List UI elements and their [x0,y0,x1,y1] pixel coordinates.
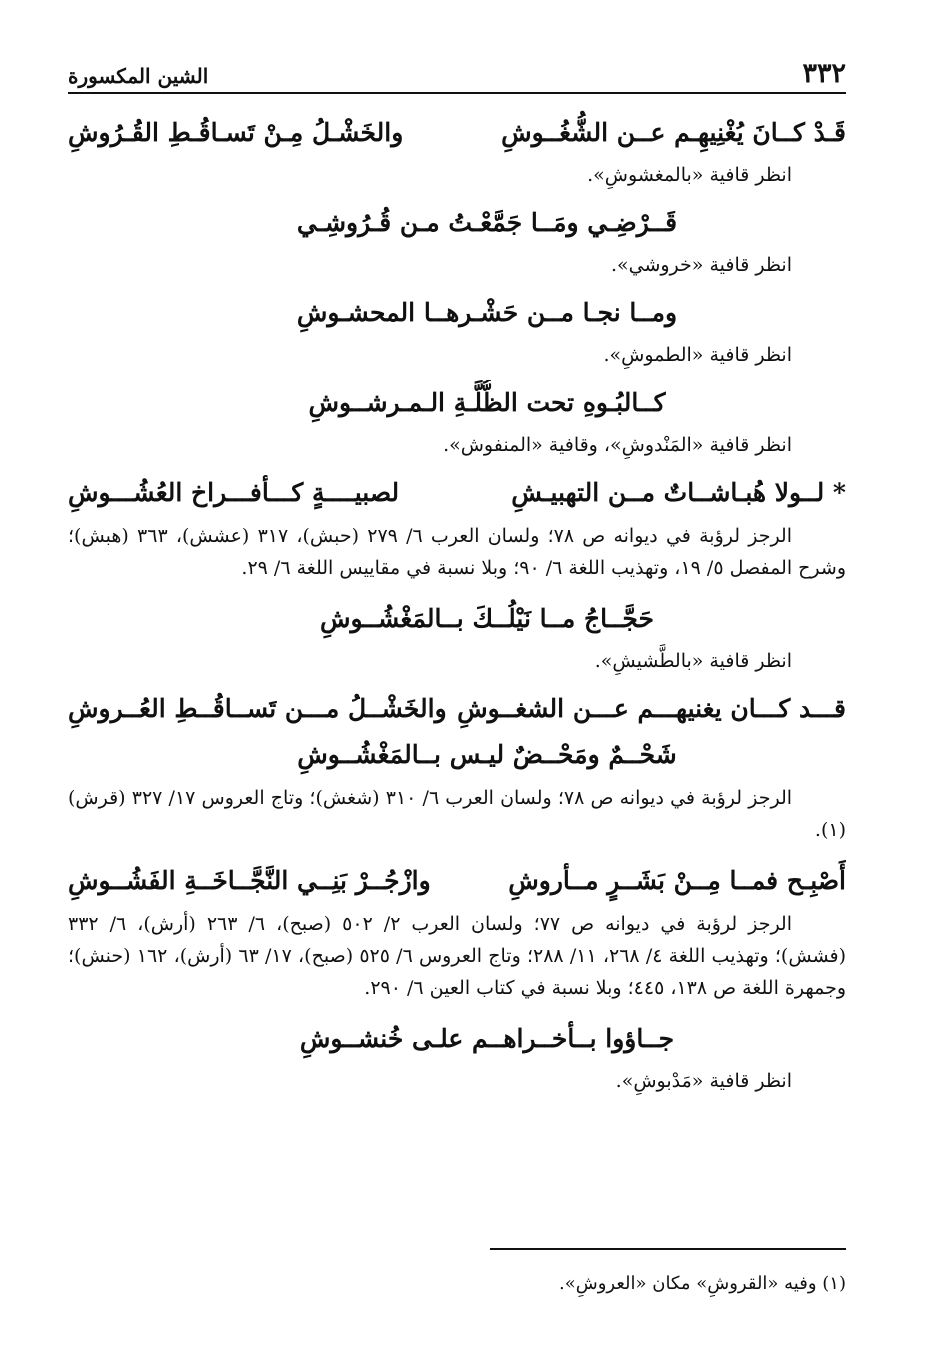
page-number: ٣٣٢ [802,58,846,89]
verse-hemistich: شَحْــمٌ ومَحْــضٌ ليـس بــالمَغْشُــوشِ [297,740,677,769]
verse-line [68,1016,846,1062]
verse-line [68,596,846,642]
verse-first-hemistich: * لــولا هُبـاشــاتٌ مــن التهبيـشِ [511,478,846,507]
verse-first-hemistich: أَصْبِـح فمــا مِــنْ بَشَــرٍ مــأروشِ [508,866,846,895]
footnote: (١) وفيه «القروشِ» مكان «العروشِ». [558,1273,846,1294]
verse-line [68,732,846,778]
cross-reference: انظر قافية «بالطَّشيشِ». [594,650,792,672]
verse-hemistich: جــاؤوا بــأخــراهــم علـى خُنشــوشِ [299,1024,675,1053]
verse-hemistich: كــالبُـوهِ تحت الظُّلَّـةِ الـمـرشــوشِ [308,388,666,417]
verse-line [68,470,846,516]
cross-reference: انظر قافية «خروشي». [610,254,792,276]
page-header [68,58,846,94]
cross-reference: انظر قافية «بالمغشوشِ». [587,164,792,186]
source-note: الرجز لرؤبة في ديوانه ص ٧٨؛ ولسان العرب ٦/ ٢٧٩ (حبش)، ٣١٧ (عشش)، ٣٦٣ (هبش)؛ وشرح المفصل ٥/ ١٩، وتهذيب اللغة ٦/ ٩٠؛ وبلا نسبة في مقاييس اللغة ٦/ ٢٩. [68,525,846,579]
page-content [68,110,846,1106]
verse-line [68,200,846,246]
verse-line [68,290,846,336]
cross-reference: انظر قافية «مَدْبوشِ». [615,1070,792,1092]
verse-hemistich: حَجَّــاجُ مــا نَيْلُــكَ بــالمَغْشُــوشِ [320,604,654,633]
verse-line [68,686,846,732]
verse-first-hemistich: قَـدْ كــانَ يُغْنِيهِـم عــن الشُّغُــوشِ [501,118,846,147]
verse-hemistich: قَــرْضِـي ومَــا جَمَّعْـتُ مـن قُـرُوشِـي [296,208,678,237]
cross-reference: انظر قافية «الطموشِ». [603,344,792,366]
footnote-divider [490,1248,846,1250]
verse-hemistich: ومــا نجـا مــن حَشْـرهــا المحشـوشِ [296,298,678,327]
verse-line [68,380,846,426]
verse-second-hemistich: والخَشْـلُ مِـنْ تَسـاقُـطِ القُـرُوشِ [68,118,404,147]
verse-second-hemistich: لصبيــــةٍ كـــأفـــراخ العُشُـــوشِ [68,478,400,507]
source-note: الرجز لرؤبة في ديوانه ص ٧٨؛ ولسان العرب ٦/ ٣١٠ (شغش)؛ وتاج العروس ١٧/ ٣٢٧ (قرش)(١). [68,787,846,841]
running-head: الشين المكسورة [68,64,209,88]
verse-line [68,110,846,156]
verse-second-hemistich: وازْجُــرْ بَنِــي النَّجَّــاخَــةِ الفَشُــوشِ [68,866,431,895]
verse-line [68,858,846,904]
verse-first-hemistich: قـــد كـــان يغنيهـــم عـــن الشغــوشِ [457,694,846,723]
source-note: الرجز لرؤبة في ديوانه ص ٧٧؛ ولسان العرب ٢/ ٥٠٢ (صبح)، ٦/ ٢٦٣ (أرش)، ٦/ ٣٣٢ (فشش)؛ وتهذيب اللغة ٤/ ٢٦٨، ١١/ ٢٨٨؛ وتاج العروس ٦/ ٥٢٥ (صبح)، ١٧/ ٦٣ (أرش)، ١٦٢ (حنش)؛ وجمهرة اللغة ص ١٣٨، ٤٤٥؛ وبلا نسبة في كتاب العين ٦/ ٢٩٠. [68,913,847,999]
verse-second-hemistich: والخَشْــلُ مـــن تَســاقُــطِ العُــروشِ [68,694,447,723]
cross-reference: انظر قافية «المَنْدوشِ»، وقافية «المنفوش». [443,434,792,456]
